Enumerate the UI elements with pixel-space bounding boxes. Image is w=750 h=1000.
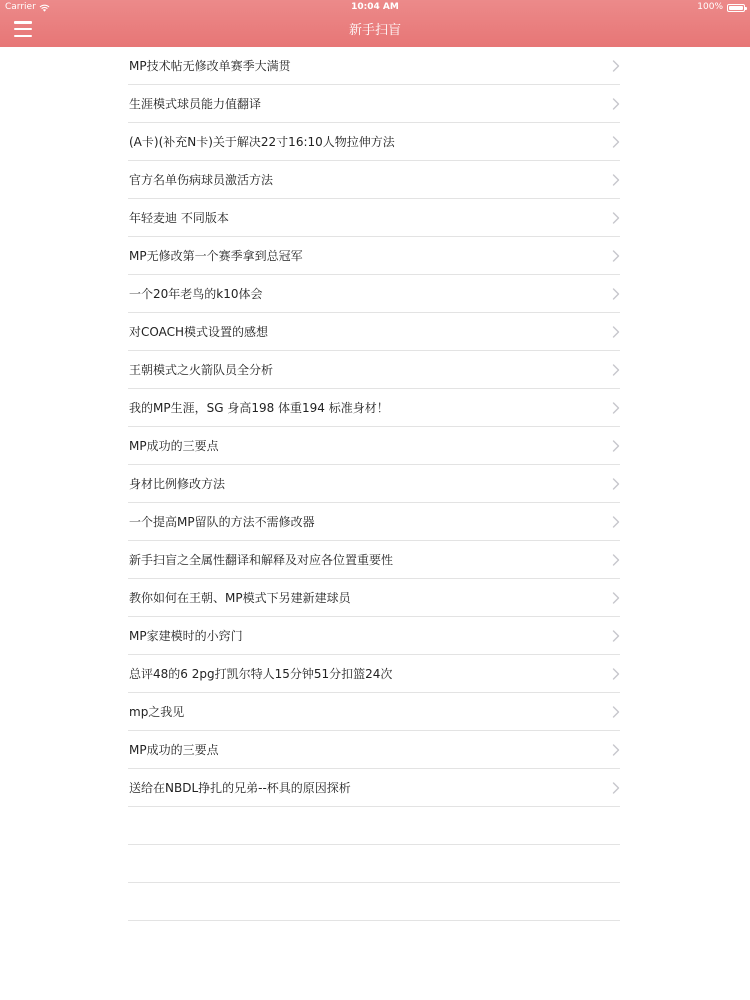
status-time: 10:04 AM [351,2,399,12]
header [0,0,750,47]
chevron-right-icon [612,211,620,224]
list-item-label: 生涯模式球员能力值翻译 [129,97,262,111]
list-item-label: 我的MP生涯，SG 身高198 体重194 标准身材！ [129,401,389,415]
chevron-right-icon [612,249,620,262]
chevron-right-icon [612,667,620,680]
list-item-label: 总评48的6 2pg打凯尔特人15分钟51分扣篮24次 [129,667,393,681]
chevron-right-icon [612,363,620,376]
list-item-label: MP成功的三要点 [129,439,219,453]
list-item-label: MP成功的三要点 [129,743,219,757]
list-item[interactable] [128,655,620,693]
list-item[interactable] [128,541,620,579]
chevron-right-icon [612,173,620,186]
chevron-right-icon [612,59,620,72]
list-item-label: 一个提高MP留队的方法不需修改器 [129,515,315,529]
list-item-label: 一个20年老鸟的k10体会 [129,287,263,301]
chevron-right-icon [612,781,620,794]
list-item[interactable] [128,161,620,199]
menu-line [14,21,32,24]
list-item-label: 教你如何在王朝、MP模式下另建新建球员 [129,591,351,605]
list-item-label: mp之我见 [129,705,185,719]
list-item-label: 新手扫盲之全属性翻译和解释及对应各位置重要性 [129,553,394,567]
list-item[interactable] [128,427,620,465]
status-bar [0,0,750,15]
list-item-label: MP技术帖无修改单赛季大满贯 [129,59,291,73]
chevron-right-icon [612,135,620,148]
empty-row [128,807,620,845]
list-item[interactable] [128,237,620,275]
list-item-label: 王朝模式之火箭队员全分析 [129,363,274,377]
menu-line [14,28,32,31]
menu-line [14,35,32,38]
battery-fill [729,6,743,10]
list-item-label: 年轻麦迪 不同版本 [129,211,229,225]
list-item-label: MP无修改第一个赛季拿到总冠军 [129,249,303,263]
list-item-label: 对COACH模式设置的感想 [129,325,269,339]
chevron-right-icon [612,705,620,718]
navigation-bar [0,15,750,47]
list-item-label: 官方名单伤病球员激活方法 [129,173,274,187]
chevron-right-icon [612,287,620,300]
list-item[interactable] [128,465,620,503]
list-item[interactable] [128,731,620,769]
chevron-right-icon [612,477,620,490]
list-item[interactable] [128,313,620,351]
battery-percent: 100% [697,2,723,12]
list-item[interactable] [128,389,620,427]
chevron-right-icon [612,743,620,756]
chevron-right-icon [612,325,620,338]
list-item[interactable] [128,275,620,313]
list-item[interactable] [128,123,620,161]
chevron-right-icon [612,629,620,642]
chevron-right-icon [612,97,620,110]
carrier-label: Carrier [5,2,36,12]
status-right [697,0,745,15]
chevron-right-icon [612,553,620,566]
article-list [128,47,620,921]
list-item-label: 身材比例修改方法 [129,477,226,491]
list-item[interactable] [128,579,620,617]
list-item[interactable] [128,769,620,807]
list-item[interactable] [128,693,620,731]
empty-row [128,845,620,883]
chevron-right-icon [612,515,620,528]
list-item[interactable] [128,47,620,85]
list-item-label: (A卡)(补充N卡)关于解决22寸16:10人物拉伸方法 [129,135,395,149]
page-title: 新手扫盲 [348,23,401,38]
chevron-right-icon [612,439,620,452]
hamburger-menu-icon[interactable] [14,21,32,37]
list-item-label: MP家建模时的小窍门 [129,629,243,643]
list-item[interactable] [128,199,620,237]
list-item[interactable] [128,351,620,389]
chevron-right-icon [612,591,620,604]
empty-row [128,883,620,921]
list-item[interactable] [128,617,620,655]
chevron-right-icon [612,401,620,414]
list-item[interactable] [128,503,620,541]
list-item[interactable] [128,85,620,123]
battery-icon [727,4,745,12]
list-item-label: 送给在NBDL挣扎的兄弟--杯具的原因探析 [129,781,351,795]
